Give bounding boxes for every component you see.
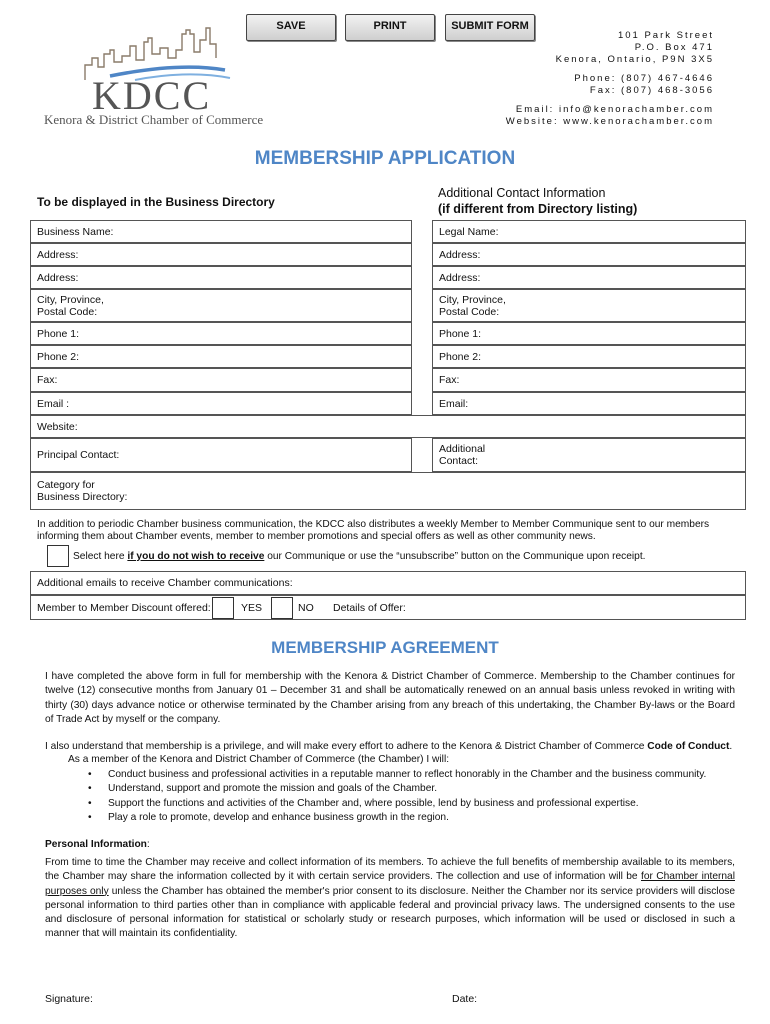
field-label: City, Province, Postal Code: <box>37 293 104 318</box>
signature-field[interactable] <box>100 990 430 1008</box>
additional-contact-field[interactable] <box>432 220 746 243</box>
logo-acronym: KDCC <box>92 73 212 118</box>
kdcc-logo <box>40 20 264 130</box>
member-commitments-list <box>90 768 706 825</box>
directory-field[interactable] <box>30 392 412 415</box>
field-label: Fax: <box>439 374 460 386</box>
commitment-item: • Conduct business and professional activities in a reputable manner to reflect honorably in the Chamber and the business community. <box>90 768 706 782</box>
field-label: City, Province, Postal Code: <box>439 293 506 318</box>
directory-field[interactable] <box>30 289 412 322</box>
optout-emphasis: if you do not wish to receive <box>127 551 265 562</box>
additional-contact-subheading: (if different from Directory listing) <box>438 202 638 216</box>
save-button[interactable]: SAVE <box>246 14 336 41</box>
field-label: Phone 2: <box>37 350 80 363</box>
category-label: Category for Business Directory: <box>37 479 128 503</box>
website-address: Website: www.kenorachamber.com <box>505 116 714 127</box>
date-label: Date: <box>452 993 478 1005</box>
discount-no-checkbox[interactable] <box>271 597 293 619</box>
optout-text: Select here if you do not wish to receive our Communique or use the “unsubscribe” button on the Communique upon receipt. <box>73 551 646 562</box>
signature-label: Signature: <box>45 993 93 1005</box>
field-label: Email : <box>37 397 70 410</box>
field-label: Business Name: <box>37 225 114 238</box>
commitment-item: • Support the functions and activities of the Chamber and, where possible, lend by business and professional expertise. <box>90 797 706 811</box>
no-label: NO <box>298 602 314 614</box>
field-label: Legal Name: <box>439 225 499 238</box>
street-address: 101 Park Street <box>617 30 714 41</box>
details-label: Details of Offer: <box>333 602 406 614</box>
field-label: Address: <box>37 248 79 261</box>
details-input[interactable] <box>410 598 740 617</box>
directory-field[interactable] <box>30 368 412 392</box>
print-button[interactable]: PRINT <box>345 14 435 41</box>
commitment-item: • Play a role to promote, develop and enhance business growth in the region. <box>90 811 706 825</box>
date-field[interactable] <box>482 990 732 1008</box>
field-label: Phone 1: <box>439 327 482 340</box>
discount-label: Member to Member Discount offered: <box>37 602 211 614</box>
additional-emails-field[interactable] <box>30 571 746 595</box>
field-label: Fax: <box>37 374 58 386</box>
field-label: Principal Contact: <box>37 449 120 461</box>
directory-field[interactable] <box>30 266 412 289</box>
member-intro: As a member of the Kenora and District Chamber of Commerce (the Chamber) I will: <box>68 754 450 765</box>
additional-contact-field[interactable] <box>432 368 746 392</box>
directory-field[interactable] <box>30 322 412 345</box>
field-label: Email: <box>439 397 469 410</box>
personal-info-heading: Personal Information: <box>45 839 150 850</box>
directory-field[interactable] <box>30 438 412 472</box>
fax-number: Fax: (807) 468-3056 <box>589 85 714 96</box>
communique-optout-checkbox[interactable] <box>47 545 69 567</box>
field-label: Phone 1: <box>37 327 80 340</box>
directory-field[interactable] <box>30 345 412 368</box>
additional-contact-heading: Additional Contact Information <box>438 186 606 200</box>
additional-contact-field[interactable] <box>432 243 746 266</box>
communique-text: In addition to periodic Chamber business communication, the KDCC also distributes a weekly Member to Member Communique sent to our members informing them about Chamber events, member to member promotions and special offers as well as other community news. <box>37 519 710 542</box>
city-address: Kenora, Ontario, P9N 3X5 <box>555 54 714 65</box>
email-address: Email: info@kenorachamber.com <box>515 104 714 115</box>
personal-info-paragraph: From time to time the Chamber may receive and collect information of its members. To achieve the full benefits of membership available to its members, the Chamber may share the information collected by it with certain service providers. The collection and use of information will be for Chamber internal purposes only unless the Chamber has obtained the member's prior consent to its disclosure. Neither the Chamber nor its service providers will disclose personal information to third parties other than in compliance with applicable federal and provincial privacy laws. The undersigned consents to the use and disclosure of personal information for statistical or scholarly study or research purposes, which information will be used or disclosed in such a manner that will maintain its confidentiality. <box>45 857 735 940</box>
additional-contact-field[interactable] <box>432 289 746 322</box>
phone-number: Phone: (807) 467-4646 <box>574 73 714 84</box>
field-label: Address: <box>439 271 481 284</box>
directory-field[interactable] <box>30 243 412 266</box>
po-box: P.O. Box 471 <box>634 42 714 53</box>
field-label: Website: <box>37 420 78 433</box>
additional-contact-field[interactable] <box>432 266 746 289</box>
logo-full-name: Kenora & District Chamber of Commerce <box>44 112 264 127</box>
field-label: Phone 2: <box>439 350 482 363</box>
additional-contact-field[interactable] <box>432 438 746 472</box>
field-label: Address: <box>37 271 79 284</box>
additional-emails-label: Additional emails to receive Chamber communications: <box>37 577 293 589</box>
commitment-item: • Understand, support and promote the mission and goals of the Chamber. <box>90 782 706 796</box>
submit-form-button[interactable]: SUBMIT FORM <box>445 14 535 41</box>
directory-heading: To be displayed in the Business Directory <box>37 195 275 209</box>
discount-yes-checkbox[interactable] <box>212 597 234 619</box>
category-field[interactable] <box>30 472 746 510</box>
code-of-conduct-paragraph: I also understand that membership is a privilege, and will make every effort to adhere to the Kenora & District Chamber of Commerce Code of Conduct. <box>45 741 733 752</box>
agreement-paragraph: I have completed the above form in full for membership with the Kenora & District Chamber of Commerce. Membership to the Chamber continues for twelve (12) consecutive months from January 01 – December 31 and shall be automatically renewed on an annual basis unless revoked in writing with thirty (30) days advance notice or otherwise terminated by the Chamber arising from any breach of this undertaking, the Chamber By-laws or the Board of Trade Act by myself or the company. <box>45 671 735 725</box>
additional-contact-field[interactable] <box>432 322 746 345</box>
agreement-title: MEMBERSHIP AGREEMENT <box>271 638 499 657</box>
directory-field[interactable] <box>30 220 412 243</box>
yes-label: YES <box>241 602 263 614</box>
application-title: MEMBERSHIP APPLICATION <box>254 148 516 169</box>
additional-contact-field[interactable] <box>432 345 746 368</box>
directory-field[interactable] <box>30 415 746 438</box>
internal-purposes: for Chamber internal purposes only <box>45 871 735 897</box>
code-of-conduct: Code of Conduct <box>647 741 730 752</box>
field-label: Address: <box>439 248 481 261</box>
additional-contact-field[interactable] <box>432 392 746 415</box>
field-label: Additional Contact: <box>439 443 486 467</box>
